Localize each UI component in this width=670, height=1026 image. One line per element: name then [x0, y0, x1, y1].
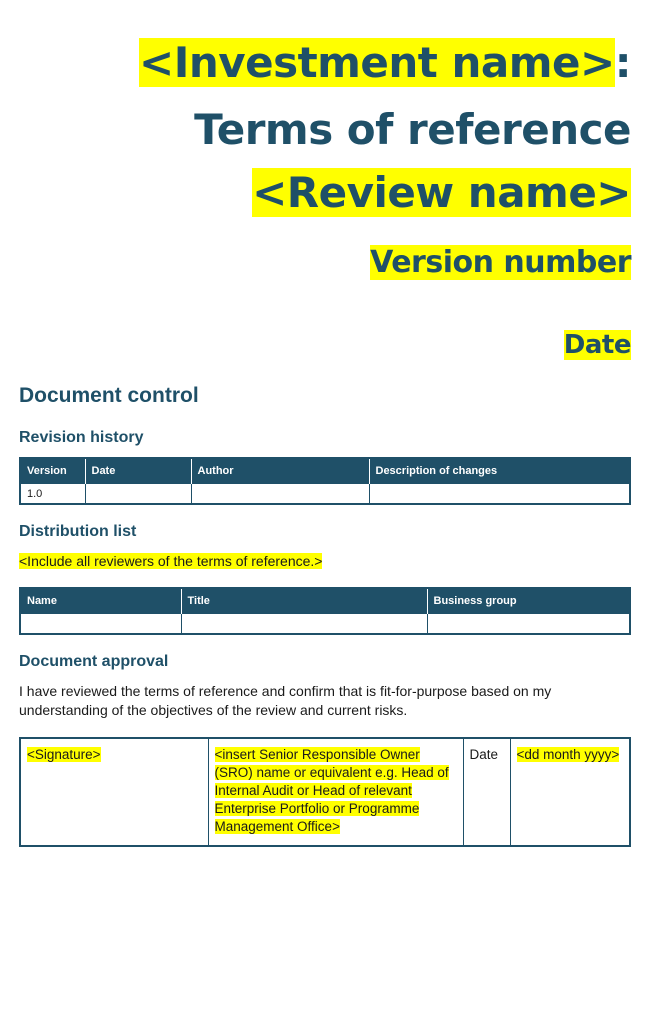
revision-history-table: [19, 457, 631, 505]
approval-table: [19, 737, 631, 847]
column-header-title: Title: [181, 588, 427, 614]
distribution-list-heading: Distribution list: [19, 523, 137, 540]
table-cell-title[interactable]: [181, 614, 427, 635]
title-colon: :: [614, 38, 631, 87]
investment-name-placeholder[interactable]: <Investment name>: [139, 38, 615, 87]
table-header-row: [20, 588, 630, 614]
table-cell-date[interactable]: [85, 484, 191, 505]
column-header-business-group: Business group: [427, 588, 630, 614]
column-header-version: Version: [20, 458, 85, 484]
date-value-placeholder: <dd month yyyy>: [516, 747, 620, 762]
owner-cell[interactable]: [208, 738, 463, 846]
date-placeholder[interactable]: Date: [563, 330, 631, 360]
table-cell-description[interactable]: [369, 484, 630, 505]
title-investment-line: [139, 30, 631, 96]
approval-paragraph: I have reviewed the terms of reference and confirm that is fit-for-purpose based on my understanding of the objectives of the review and current risks.: [19, 683, 552, 718]
document-control-heading: Document control: [19, 384, 199, 407]
signature-cell[interactable]: [20, 738, 208, 846]
title-terms-of-reference: Terms of reference: [194, 105, 631, 154]
version-number-placeholder[interactable]: Version number: [370, 245, 631, 280]
table-row: [20, 738, 630, 846]
date-value-cell[interactable]: [510, 738, 630, 846]
revision-history-heading: Revision history: [19, 429, 144, 446]
distribution-list-table: [19, 587, 631, 635]
owner-placeholder: <insert Senior Responsible Owner (SRO) name or equivalent e.g. Head of Internal Audit or Head of relevant Enterprise Portfolio or Programme Management Office>: [214, 747, 449, 834]
date-line: [564, 326, 631, 364]
column-header-author: Author: [191, 458, 369, 484]
version-line: [370, 242, 631, 284]
column-header-name: Name: [20, 588, 181, 614]
title-review-line: [252, 160, 631, 226]
table-row: [20, 614, 630, 635]
table-header-row: [20, 458, 630, 484]
column-header-date: Date: [85, 458, 191, 484]
column-header-description: Description of changes: [369, 458, 630, 484]
signature-placeholder: <Signature>: [27, 747, 101, 762]
date-label-cell: Date: [463, 738, 510, 846]
table-cell-version[interactable]: 1.0: [20, 484, 85, 505]
distribution-note-placeholder[interactable]: <Include all reviewers of the terms of reference.>: [19, 553, 323, 569]
table-cell-name[interactable]: [20, 614, 181, 635]
table-cell-author[interactable]: [191, 484, 369, 505]
review-name-placeholder[interactable]: <Review name>: [252, 168, 631, 217]
table-cell-business-group[interactable]: [427, 614, 630, 635]
document-approval-heading: Document approval: [19, 653, 169, 670]
table-row: [20, 484, 630, 505]
distribution-list-note: [19, 553, 322, 569]
